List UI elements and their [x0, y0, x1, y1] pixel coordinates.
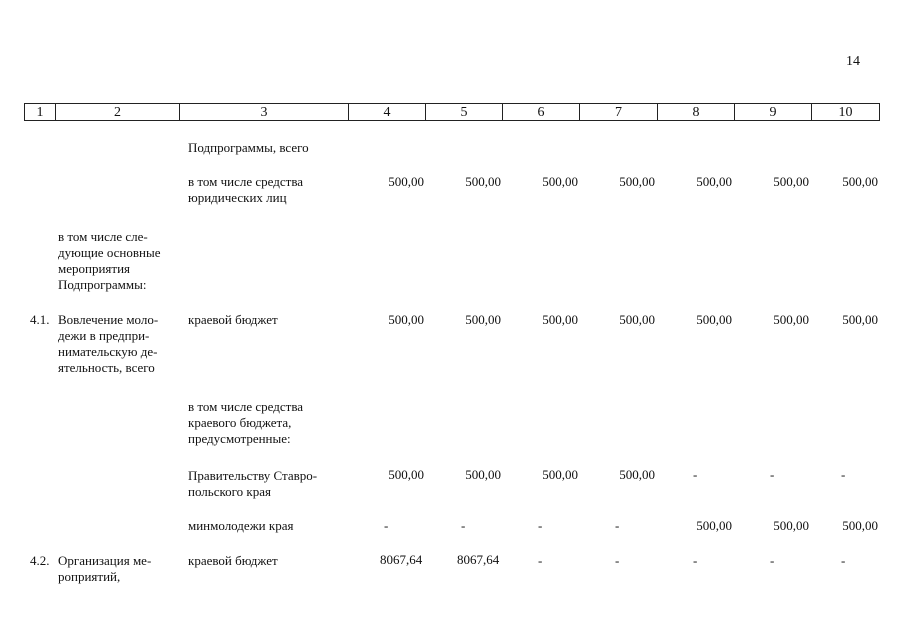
- value-col-10: 500,00: [842, 518, 878, 533]
- funding-recipient-label: [188, 468, 347, 500]
- text-line: нимательскую де-: [58, 344, 158, 359]
- column-number-header: [24, 103, 880, 121]
- value-col-8: 500,00: [696, 312, 732, 327]
- value-col-9: 500,00: [773, 174, 809, 189]
- text-line: в том числе средства: [188, 399, 304, 414]
- text-line: Организация ме-: [58, 553, 152, 568]
- funding-recipient-label: минмолодежи края: [188, 518, 294, 533]
- text-line: дующие основные: [58, 245, 161, 260]
- text-line: дежи в предпри-: [58, 328, 150, 343]
- text-line: польского края: [188, 484, 271, 499]
- column-number: 1: [25, 104, 56, 121]
- value-col-8: 500,00: [696, 518, 732, 533]
- text-line: Вовлечение моло-: [58, 312, 159, 327]
- value-col-7: 500,00: [619, 312, 655, 327]
- column-number: 7: [580, 104, 658, 121]
- funding-source-label: краевой бюджет: [188, 553, 278, 568]
- value-col-7: 500,00: [619, 174, 655, 189]
- value-col-6: -: [538, 553, 543, 568]
- value-col-10: 500,00: [842, 312, 878, 327]
- value-col-9: -: [770, 467, 775, 482]
- text-line: Правительству Ставро-: [188, 468, 318, 483]
- funding-source-label: [188, 174, 347, 206]
- value-col-9: 500,00: [773, 312, 809, 327]
- value-col-4: 500,00: [388, 312, 424, 327]
- column-number: 10: [812, 104, 880, 121]
- value-col-6: 500,00: [542, 174, 578, 189]
- text-line: роприятий,: [58, 569, 121, 584]
- column-number: 9: [735, 104, 812, 121]
- value-col-7: 500,00: [619, 467, 655, 482]
- value-col-8: -: [693, 553, 698, 568]
- value-col-10: -: [841, 553, 846, 568]
- text-line: мероприятия: [58, 261, 131, 276]
- value-col-7: -: [615, 553, 620, 568]
- value-col-6: -: [538, 518, 543, 533]
- activity-name: [58, 553, 180, 585]
- value-col-8: 500,00: [696, 174, 732, 189]
- item-number: 4.2.: [30, 553, 50, 568]
- text-line: Подпрограммы:: [58, 277, 147, 292]
- text-line: ятельность, всего: [58, 360, 155, 375]
- value-col-9: 500,00: [773, 518, 809, 533]
- column-number: 4: [349, 104, 426, 121]
- column-number: 6: [503, 104, 580, 121]
- column-number: 2: [56, 104, 180, 121]
- value-col-9: -: [770, 553, 775, 568]
- funding-source-label: [188, 399, 347, 447]
- value-col-6: 500,00: [542, 312, 578, 327]
- value-col-5: 500,00: [465, 174, 501, 189]
- value-col-4: 8067,64: [380, 552, 423, 567]
- item-number: 4.1.: [30, 312, 50, 327]
- value-col-10: -: [841, 467, 846, 482]
- value-col-7: -: [615, 518, 620, 533]
- text-line: в том числе сле-: [58, 229, 148, 244]
- value-col-4: 500,00: [388, 467, 424, 482]
- column-number: 8: [658, 104, 735, 121]
- text-line: предусмотренные:: [188, 431, 291, 446]
- activity-name: [58, 312, 180, 376]
- section-caption: [58, 229, 180, 293]
- value-col-4: -: [384, 518, 389, 533]
- value-col-6: 500,00: [542, 467, 578, 482]
- text-line: в том числе средства: [188, 174, 304, 189]
- value-col-4: 500,00: [388, 174, 424, 189]
- column-number: 3: [180, 104, 349, 121]
- value-col-8: -: [693, 467, 698, 482]
- value-col-5: 500,00: [465, 467, 501, 482]
- text-line: краевого бюджета,: [188, 415, 292, 430]
- value-col-10: 500,00: [842, 174, 878, 189]
- text-line: юридических лиц: [188, 190, 287, 205]
- funding-source-label: Подпрограммы, всего: [188, 140, 309, 155]
- value-col-5: -: [461, 518, 466, 533]
- column-number: 5: [426, 104, 503, 121]
- page-number: 14: [846, 54, 860, 69]
- value-col-5: 500,00: [465, 312, 501, 327]
- funding-source-label: краевой бюджет: [188, 312, 278, 327]
- value-col-5: 8067,64: [457, 552, 500, 567]
